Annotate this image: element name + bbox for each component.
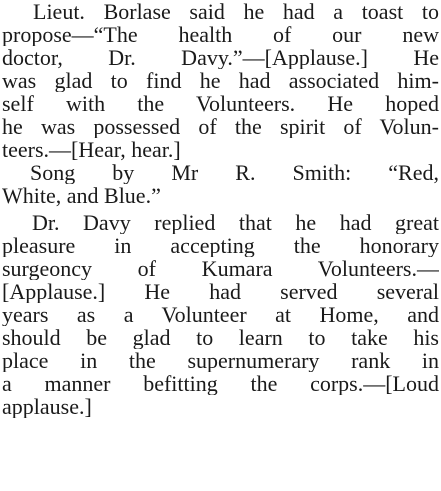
text-line: self with the Volunteers. He hoped [2,92,439,115]
text-line: should be glad to learn to take his [2,326,439,349]
paragraph-song [2,161,439,207]
text-line: a manner befitting the corps.—[Loud [2,372,439,395]
text-line: Dr. Davy replied that he had great [32,211,439,234]
text-line: propose—“The health of our new [2,23,439,46]
text-line: place in the supernumerary rank in [2,349,439,372]
text-line: doctor, Dr. Davy.”—[Applause.] He [2,46,439,69]
text-line: he was possessed of the spirit of Volun- [2,115,439,138]
text-line: Lieut. Borlase said he had a toast to [33,0,439,23]
text-line: teers.—[Hear, hear.] [2,138,181,161]
newspaper-column [2,0,439,418]
text-line: Song by Mr R. Smith: “Red, [30,161,439,184]
text-line: years as a Volunteer at Home, and [2,303,439,326]
text-line: pleasure in accepting the honorary [2,234,439,257]
paragraph-borlase-toast [2,0,439,161]
text-line: White, and Blue.” [2,184,161,207]
text-line: surgeoncy of Kumara Volunteers.— [2,257,439,280]
text-line: was glad to find he had associated him- [2,69,439,92]
paragraph-davy-reply [2,211,439,418]
text-line: [Applause.] He had served several [2,280,439,303]
text-line: applause.] [2,395,92,418]
